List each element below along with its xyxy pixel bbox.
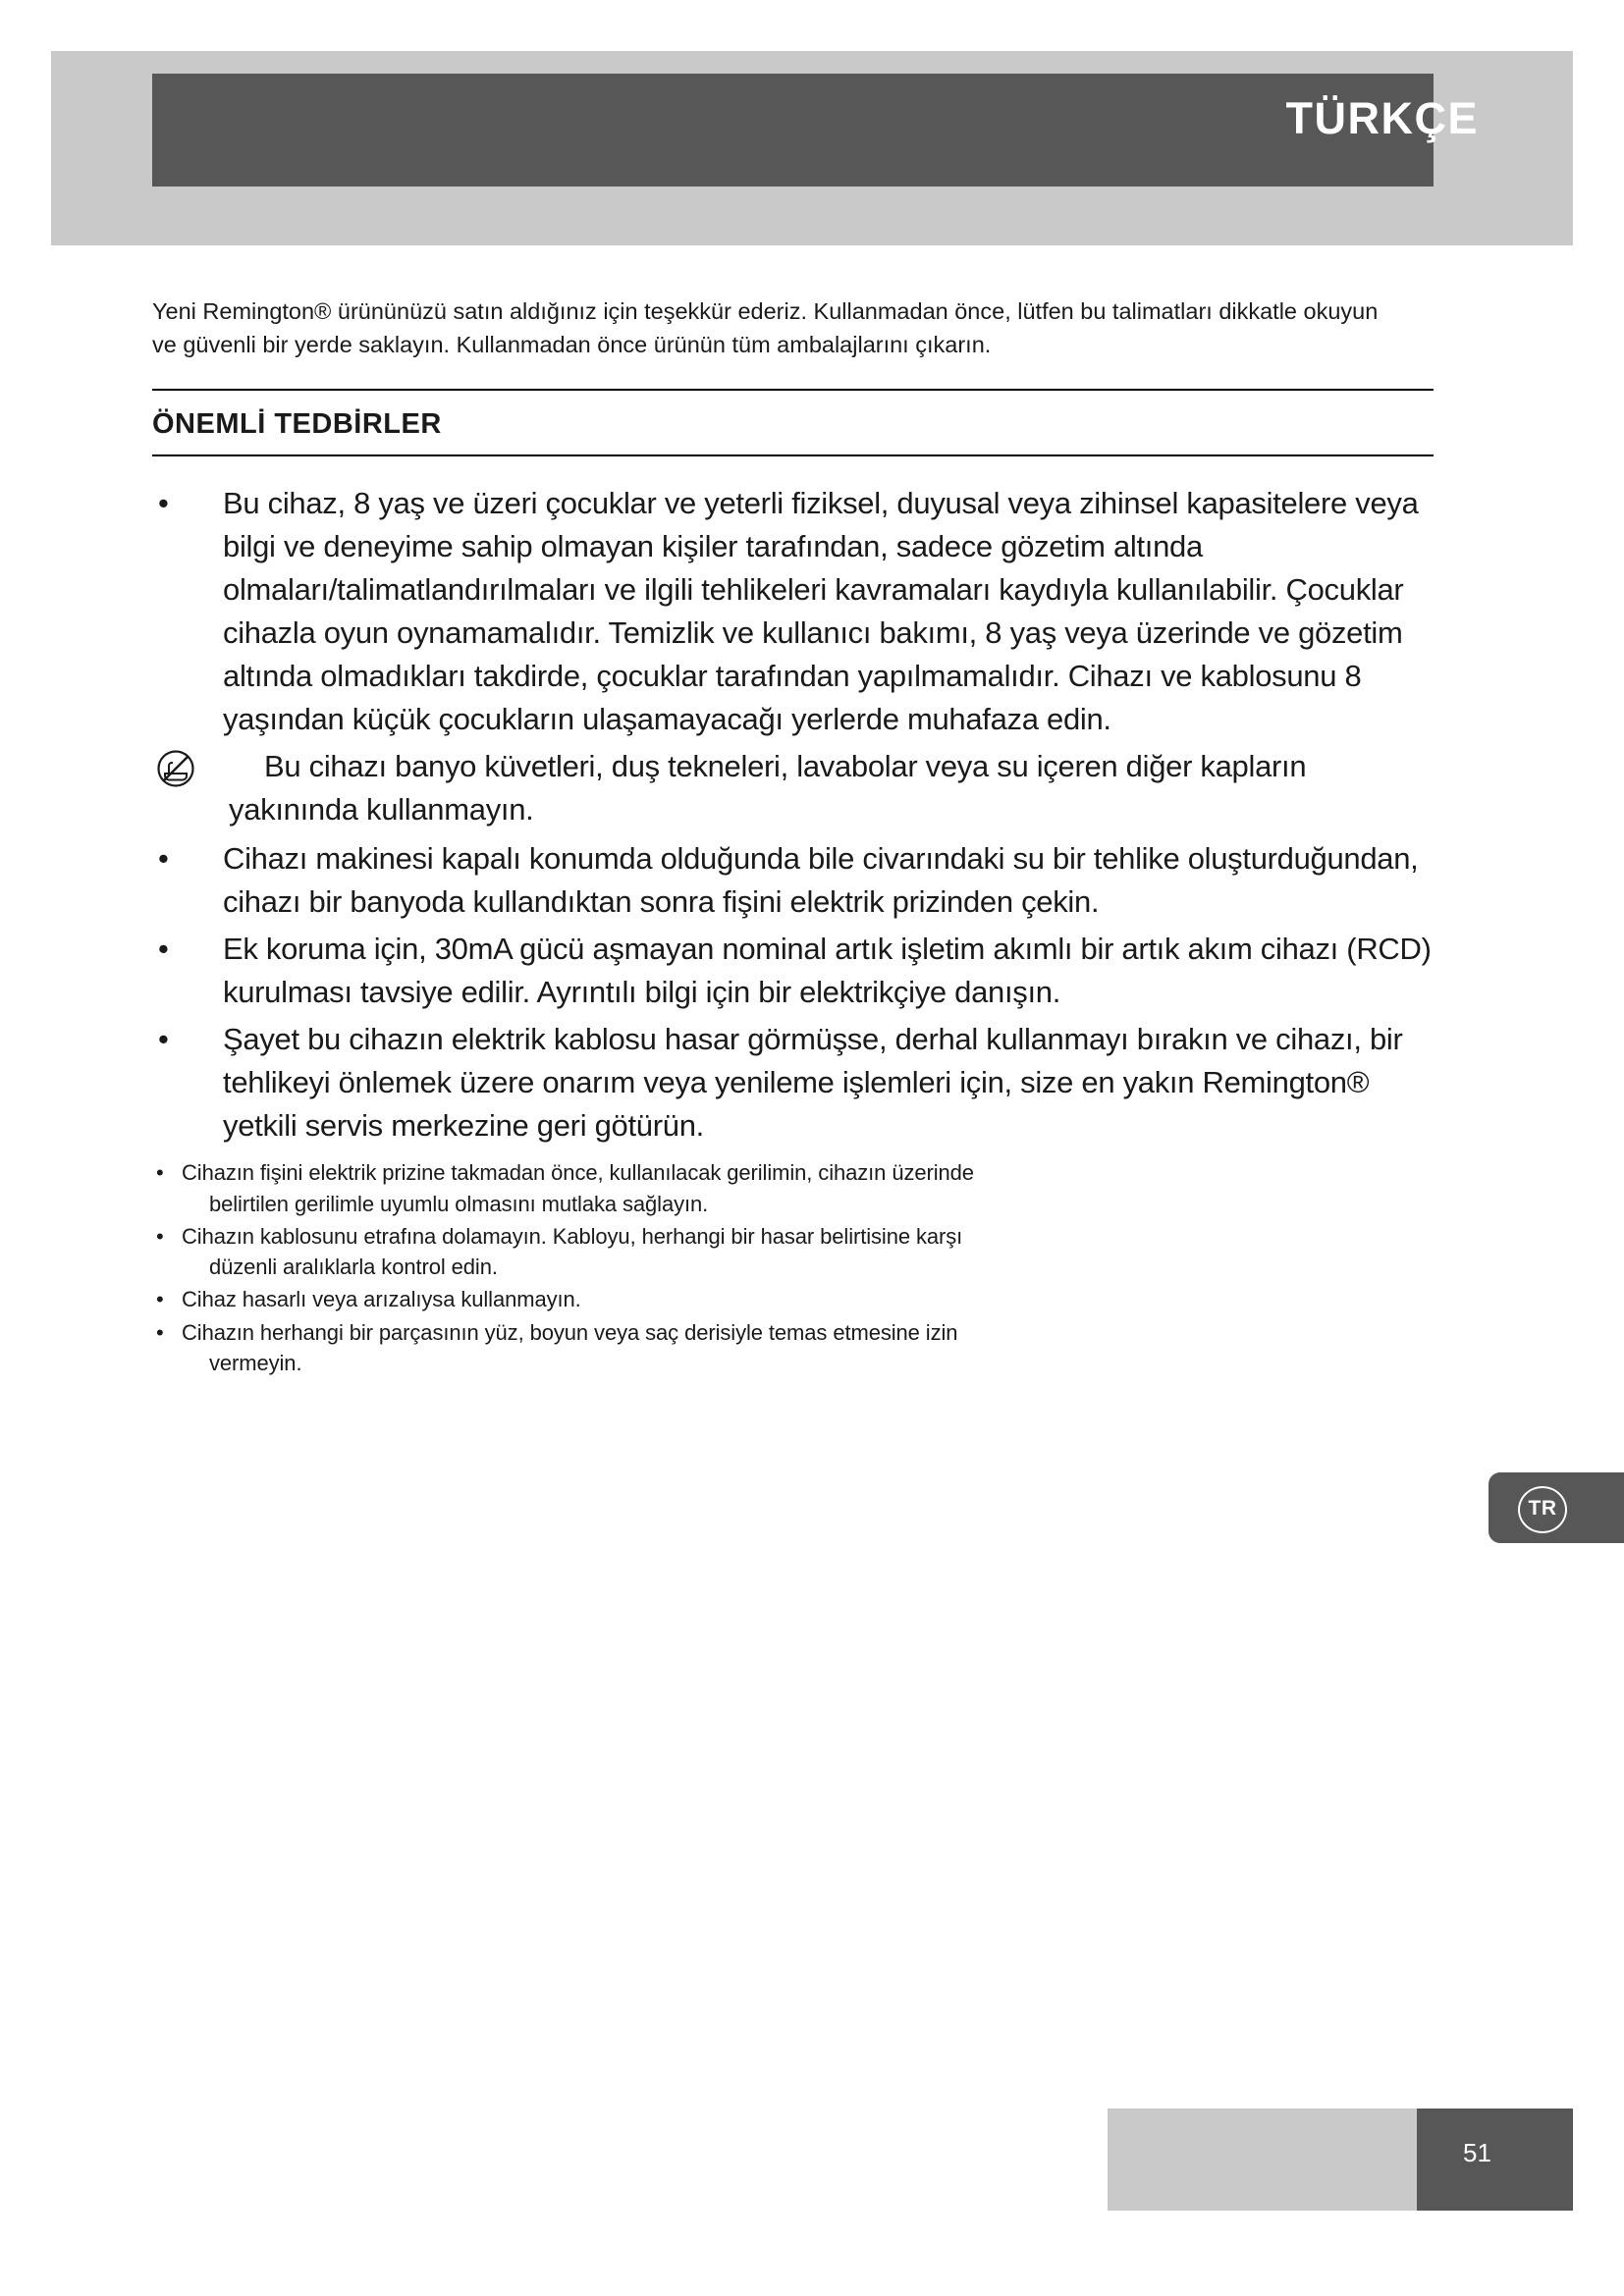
bullet-marker: • <box>158 486 169 521</box>
list-item-text: Cihaz hasarlı veya arızalıysa kullanmayın. <box>182 1287 581 1312</box>
warning-list-primary <box>152 482 1434 741</box>
list-item-text: Bu cihaz, 8 yaş ve üzeri çocuklar ve yeterli fiziksel, duyusal veya zihinsel kapasitelere veya bilgi ve deneyime sahip olmayan kişiler tarafından, sadece gözetim altında olmaları/talimatlandırılmaları ve ilgili tehlikeleri kavramaları kaydıyla kullanılabilir. Çocuklar cihazla oyun oynamamalıdır. Temizlik ve kullanıcı bakımı, 8 yaş veya üzerinde ve gözetim altında olmadıkları takdirde, çocuklar tarafından yapılmamalıdır. Cihazı ve kablosunu 8 yaşından küçük çocukların ulaşamayacağı yerlerde muhafaza edin. <box>223 486 1419 737</box>
list-item-text: Cihazı makinesi kapalı konumda olduğunda bile civarındaki su bir tehlike oluşturduğundan, cihazı bir banyoda kullandıktan sonra fişini elektrik prizinden çekin. <box>223 841 1419 920</box>
bullet-marker: • <box>158 932 169 967</box>
bullet-marker: • <box>156 1223 164 1249</box>
divider-top <box>152 389 1434 391</box>
list-item <box>152 1221 1434 1282</box>
page-title: TÜRKÇE <box>1285 93 1479 143</box>
list-item-text: Ek koruma için, 30mA gücü aşmayan nominal artık işletim akımlı bir artık akım cihazı (RCD) kurulması tavsiye edilir. Ayrıntılı bilgi için bir elektrikçiye danışın. <box>223 932 1432 1010</box>
list-item-text-cont: düzenli aralıklarla kontrol edin. <box>209 1255 498 1280</box>
bullet-marker: • <box>158 1022 169 1057</box>
list-item <box>152 1018 1434 1148</box>
no-water-warning-row <box>152 745 1434 831</box>
language-tab-label: TR <box>1518 1486 1567 1533</box>
list-item <box>152 837 1434 924</box>
list-item-text: Cihazın kablosunu etrafına dolamayın. Kabloyu, herhangi bir hasar belirtisine karşı <box>182 1223 963 1249</box>
list-item <box>152 928 1434 1014</box>
footer-page-block <box>1417 2109 1573 2211</box>
list-item-text-cont: vermeyin. <box>209 1350 302 1375</box>
bullet-marker: • <box>156 1319 164 1345</box>
document-content <box>152 294 1434 1380</box>
list-item <box>152 1284 1434 1314</box>
list-item-text: Şayet bu cihazın elektrik kablosu hasar görmüşse, derhal kullanmayı bırakın ve cihazı, bir tehlikeyi önlemek üzere onarım veya yenileme işlemleri için, size en yakın Remington® yetkili servis merkezine geri götürün. <box>223 1022 1403 1144</box>
language-tab[interactable] <box>1489 1472 1624 1543</box>
bullet-marker: • <box>156 1160 164 1186</box>
list-item <box>152 1317 1434 1378</box>
divider-bottom <box>152 454 1434 456</box>
list-item <box>152 1157 1434 1218</box>
bullet-marker: • <box>156 1287 164 1312</box>
warning-list-secondary <box>152 837 1434 1148</box>
intro-paragraph: Yeni Remington® ürününüzü satın aldığınız için teşekkür ederiz. Kullanmadan önce, lütfen bu talimatları dikkatle okuyun ve güvenli bir yerde saklayın. Kullanmadan önce ürünün tüm ambalajlarını çıkarın. <box>152 298 1379 358</box>
list-item-text-cont: belirtilen gerilimle uyumlu olmasını mutlaka sağlayın. <box>209 1191 709 1216</box>
warning-list-small <box>152 1157 1434 1378</box>
bullet-marker: • <box>158 841 169 877</box>
list-item <box>152 482 1434 741</box>
header-bar <box>152 74 1434 187</box>
no-water-bathtub-icon <box>156 749 195 788</box>
page-number: 51 <box>1463 2138 1491 2167</box>
no-water-warning-text: Bu cihazı banyo küvetleri, duş tekneleri, lavabolar veya su içeren diğer kapların yakınında kullanmayın. <box>229 749 1307 828</box>
section-heading: ÖNEMLİ TEDBİRLER <box>152 408 442 441</box>
list-item-text: Cihazın herhangi bir parçasının yüz, boyun veya saç derisiyle temas etmesine izin <box>182 1319 958 1345</box>
list-item-text: Cihazın fişini elektrik prizine takmadan önce, kullanılacak gerilimin, cihazın üzerinde <box>182 1160 974 1186</box>
